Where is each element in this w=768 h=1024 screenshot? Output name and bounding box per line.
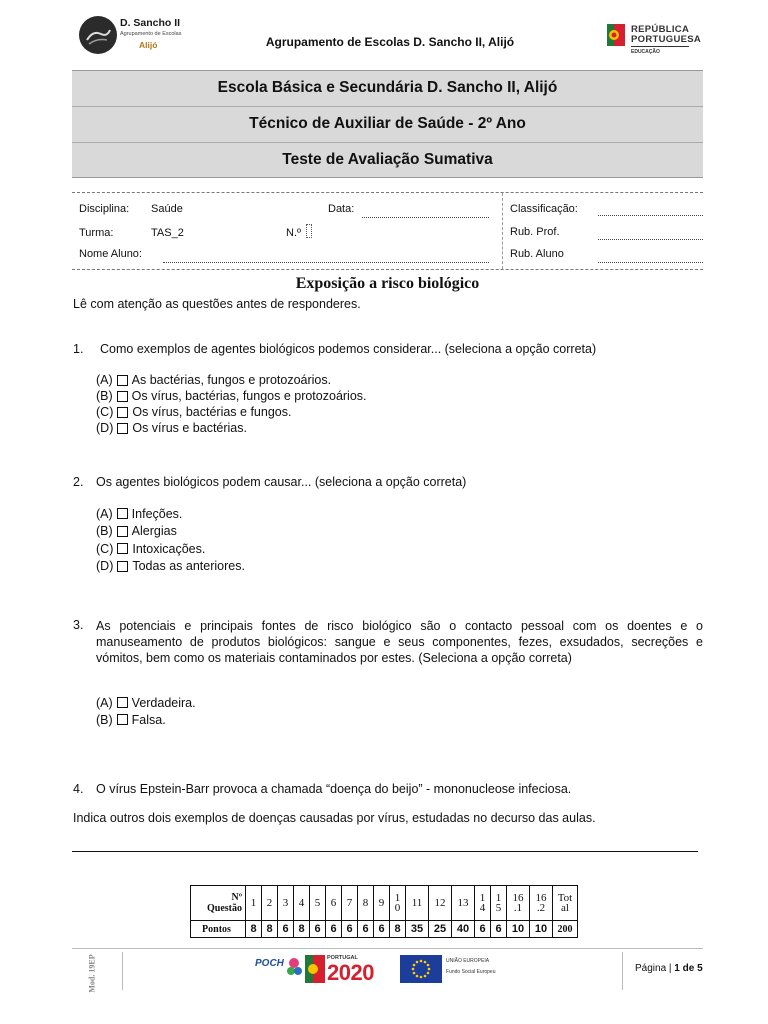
footer-divider	[72, 948, 703, 949]
school-logo-subtitle: Agrupamento de Escolas	[120, 31, 182, 37]
student-signature-field[interactable]	[598, 250, 703, 263]
question-1-option-b: (B) Os vírus, bactérias, fungos e protozoários.	[96, 389, 367, 403]
points-cell: 10	[507, 921, 530, 938]
student-name-label: Nome Aluno:	[79, 248, 142, 260]
student-signature-label: Rub. Aluno	[510, 248, 564, 260]
poch-mark-icon	[285, 956, 303, 978]
points-cell: 6	[491, 921, 507, 938]
points-cell: 6	[358, 921, 374, 938]
page-indicator: Página | 1 de 5	[635, 963, 703, 974]
question-cell: 5	[310, 886, 326, 921]
poch-logo: POCH	[255, 958, 284, 969]
question-cell: 12	[429, 886, 452, 921]
question-cell: 6	[326, 886, 342, 921]
option-checkbox[interactable]	[117, 561, 128, 572]
question-4-number: 4.	[73, 782, 84, 796]
question-cell: 1 5	[491, 886, 507, 921]
number-label: N.º	[286, 227, 302, 239]
question-4-subtext: Indica outros dois exemplos de doenças causadas por vírus, estudadas no decurso das aulas.	[73, 811, 596, 825]
question-cell: 1 0	[390, 886, 406, 921]
points-cell: 8	[294, 921, 310, 938]
question-cell: 3	[278, 886, 294, 921]
grade-label: Classificação:	[510, 203, 578, 215]
question-2-option-c: (C) Intoxicações.	[96, 541, 206, 556]
page-total: 5	[697, 963, 703, 974]
total-header-cell: Tot al	[553, 886, 578, 921]
discipline-value: Saúde	[151, 203, 183, 215]
footer-separator	[622, 952, 623, 990]
points-cell: 6	[475, 921, 491, 938]
school-title: Escola Básica e Secundária D. Sancho II, Alijó	[217, 79, 558, 96]
option-checkbox[interactable]	[117, 407, 128, 418]
question-2-option-b: (B) Alergias	[96, 524, 177, 539]
points-cell: 25	[429, 921, 452, 938]
question-2-option-a: (A) Infeções.	[96, 506, 183, 521]
total-points-cell: 200	[553, 921, 578, 938]
points-cell: 8	[390, 921, 406, 938]
question-cell: 7	[342, 886, 358, 921]
question-cell: 16 .2	[530, 886, 553, 921]
student-name-field[interactable]	[163, 250, 489, 263]
eu-label: UNIÃO EUROPEIA	[446, 958, 490, 964]
question-2-number: 2.	[73, 475, 84, 489]
model-code: Mod. 19EP	[87, 954, 97, 993]
question-cell: 1 4	[475, 886, 491, 921]
question-3-option-b: (B) Falsa.	[96, 712, 166, 727]
points-cell: 6	[342, 921, 358, 938]
republic-logo	[607, 22, 707, 56]
title-box	[72, 70, 703, 178]
intro-text: Lê com atenção as questões antes de responderes.	[73, 297, 361, 311]
points-cell: 6	[310, 921, 326, 938]
points-header: Pontos	[191, 921, 246, 938]
points-cell: 40	[452, 921, 475, 938]
question-cell: 16 .1	[507, 886, 530, 921]
question-1-options	[96, 372, 367, 436]
grade-field[interactable]	[598, 203, 703, 216]
score-table-points-row	[191, 921, 578, 938]
points-cell: 35	[406, 921, 429, 938]
footer-separator	[122, 952, 123, 990]
school-logo	[79, 16, 191, 56]
option-checkbox[interactable]	[117, 526, 128, 537]
republic-line-3: EDUCAÇÃO	[631, 49, 660, 55]
points-cell: 10	[530, 921, 553, 938]
points-cell: 6	[374, 921, 390, 938]
question-1-option-c: (C) Os vírus, bactérias e fungos.	[96, 405, 292, 419]
course-title: Técnico de Auxiliar de Saúde - 2º Ano	[249, 115, 526, 132]
header-title: Agrupamento de Escolas D. Sancho II, Alijó	[265, 35, 515, 49]
score-table-questions-row	[191, 886, 578, 921]
class-value: TAS_2	[151, 227, 184, 239]
question-cell: 2	[262, 886, 278, 921]
option-checkbox[interactable]	[117, 391, 128, 402]
option-checkbox[interactable]	[117, 375, 128, 386]
date-label: Data:	[328, 203, 355, 215]
title-divider	[72, 142, 703, 143]
points-cell: 6	[278, 921, 294, 938]
question-2-options	[96, 505, 245, 575]
question-3-options	[96, 694, 196, 728]
info-bottom-border	[72, 269, 703, 271]
option-checkbox[interactable]	[117, 697, 128, 708]
question-2-option-d: (D) Todas as anteriores.	[96, 559, 245, 574]
question-cell: 1	[246, 886, 262, 921]
republic-line-1: REPÚBLICA	[631, 24, 690, 35]
question-3-option-a: (A) Verdadeira.	[96, 695, 196, 710]
page-current: 1	[674, 963, 680, 974]
eu-fund-label: Fundo Social Europeu	[446, 969, 496, 975]
option-checkbox[interactable]	[117, 508, 128, 519]
option-checkbox[interactable]	[117, 714, 128, 725]
question-cell: 4	[294, 886, 310, 921]
republic-divider	[631, 46, 689, 47]
test-title: Teste de Avaliação Sumativa	[282, 151, 493, 168]
school-logo-name: D. Sancho II	[120, 17, 181, 29]
info-separator	[502, 193, 504, 269]
section-title: Exposição a risco biológico	[295, 275, 480, 292]
question-cell: 8	[358, 886, 374, 921]
question-cell: 13	[452, 886, 475, 921]
question-cell: 11	[406, 886, 429, 921]
portugal-flag-icon	[305, 955, 325, 983]
points-cell: 8	[246, 921, 262, 938]
question-3-text: As potenciais e principais fontes de risco biológico são o contacto pessoal com os doentes e o manuseamento de produtos biológicos: sangue e seus componentes, fezes, exsudados, secreções e vómitos, bem como os materiais contaminados por estes. (Seleciona a opção correta)	[96, 619, 703, 665]
date-field[interactable]	[362, 205, 489, 218]
question-cell: 9	[374, 886, 390, 921]
number-field[interactable]	[306, 224, 312, 238]
question-1-option-a: (A) As bactérias, fungos e protozoários.	[96, 373, 332, 387]
republic-line-2: PORTUGUESA	[631, 34, 702, 45]
republic-emblem-icon	[607, 24, 625, 46]
class-label: Turma:	[79, 227, 114, 239]
option-checkbox[interactable]	[117, 543, 128, 554]
title-divider	[72, 106, 703, 107]
eu-flag-icon	[400, 955, 442, 983]
answer-line[interactable]	[72, 851, 698, 852]
points-cell: 6	[326, 921, 342, 938]
teacher-signature-label: Rub. Prof.	[510, 226, 560, 238]
school-emblem-icon	[79, 16, 117, 54]
question-1-text: Como exemplos de agentes biológicos podemos considerar... (seleciona a opção correta)	[100, 342, 597, 356]
question-header: Nº Questão	[191, 886, 246, 921]
score-table	[190, 885, 578, 938]
points-cell: 8	[262, 921, 278, 938]
question-4-text: O vírus Epstein-Barr provoca a chamada “doença do beijo” - mononucleose infeciosa.	[96, 782, 572, 796]
discipline-label: Disciplina:	[79, 203, 130, 215]
school-logo-town: Alijó	[139, 40, 158, 50]
question-1-number: 1.	[73, 342, 84, 356]
portugal-2020-logo: 2020	[327, 960, 374, 985]
question-3-number: 3.	[73, 618, 84, 632]
portugal-label: PORTUGAL	[327, 955, 358, 961]
info-top-border	[72, 192, 703, 194]
question-1-option-d: (D) Os vírus e bactérias.	[96, 421, 247, 435]
question-2-text: Os agentes biológicos podem causar... (seleciona a opção correta)	[96, 475, 467, 489]
teacher-signature-field[interactable]	[598, 227, 703, 240]
option-checkbox[interactable]	[117, 423, 128, 434]
